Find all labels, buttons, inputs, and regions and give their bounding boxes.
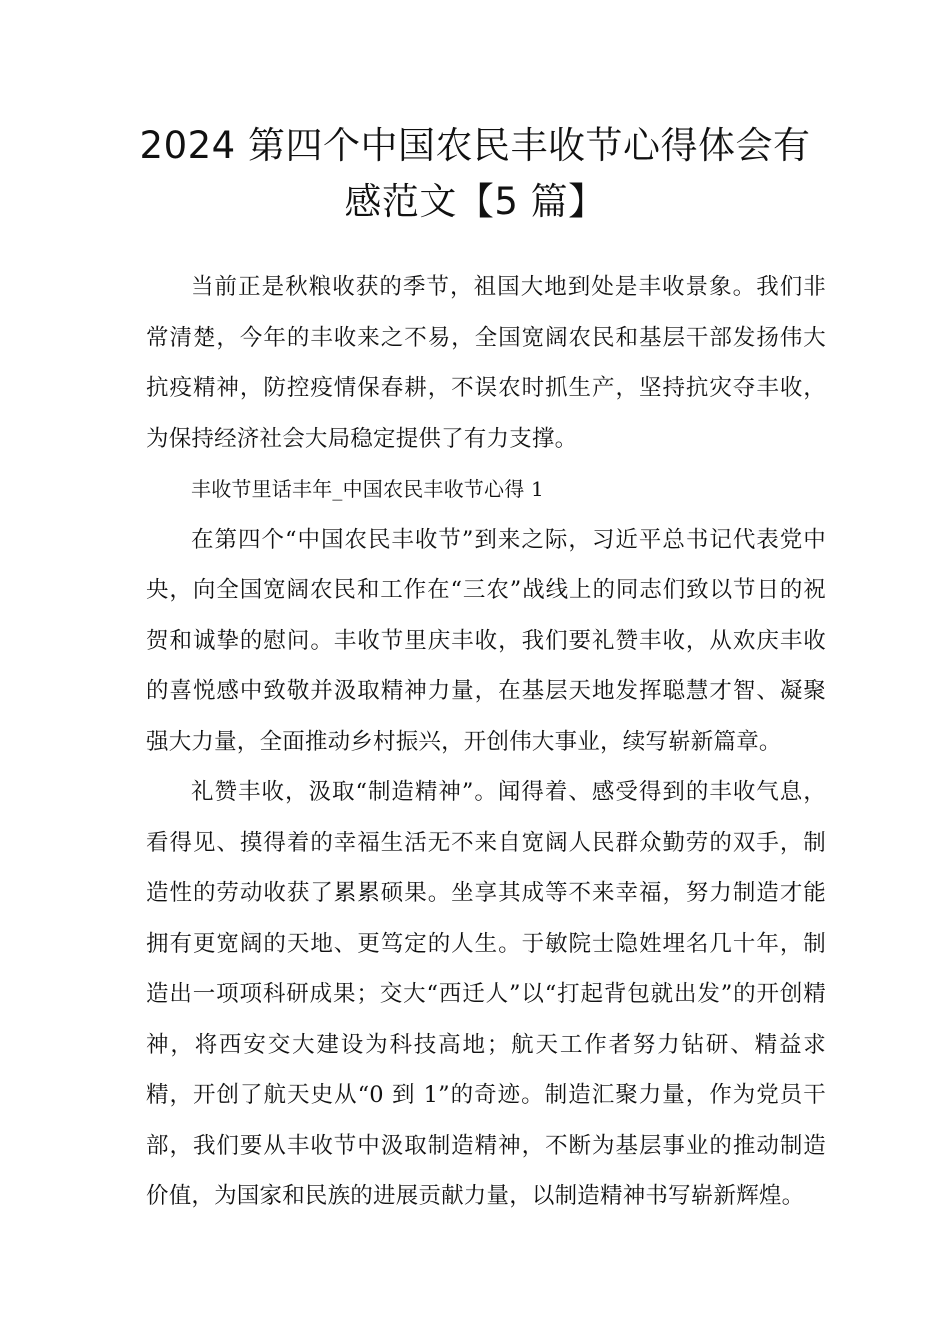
body-paragraph: 礼赞丰收，汲取“制造精神”。闻得着、感受得到的丰收气息，看得见、摸得着的幸福生活无不来自宽阔人民群众勤劳的双手，制造性的劳动收获了累累硕果。坐享其成等不来幸福，努力制造才能拥有更宽阔的天地、更笃定的人生。于敏院士隐姓埋名几十年，制造出一项项科研成果；交大“西迁人”以“打起背包就出发”的开创精神，将西安交大建设为科技高地；航天工作者努力钻研、精益求精，开创了航天史从“0 到 1”的奇迹。制造汇聚力量，作为党员干部，我们要从丰收节中汲取制造精神，不断为基层事业的推动制造价值，为国家和民族的进展贡献力量，以制造精神书写崭新辉煌。 — [146, 779, 826, 1209]
intro-paragraph: 当前正是秋粮收获的季节，祖国大地到处是丰收景象。我们非常清楚，今年的丰收来之不易，全国宽阔农民和基层干部发扬伟大抗疫精神，防控疫情保春耕，不误农时抓生产，坚持抗灾夺丰收，为保持经济社会大局稳定提供了有力支撑。 — [146, 274, 826, 452]
section-heading: 丰收节里话丰年_中国农民丰收节心得 1 — [191, 477, 544, 501]
body-paragraph: 在第四个“中国农民丰收节”到来之际，习近平总书记代表党中央，向全国宽阔农民和工作在“三农”战线上的同志们致以节日的祝贺和诚挚的慰问。丰收节里庆丰收，我们要礼赞丰收，从欢庆丰收的喜悦感中致敬并汲取精神力量，在基层天地发挥聪慧才智、凝聚强大力量，全面推动乡村振兴，开创伟大事业，续写崭新篇章。 — [146, 526, 826, 755]
title-line-1: 2024 第四个中国农民丰收节心得体会有 — [139, 124, 811, 167]
title-line-2: 感范文【5 篇】 — [344, 180, 606, 223]
document-title — [120, 118, 830, 230]
document-body — [146, 262, 826, 1222]
